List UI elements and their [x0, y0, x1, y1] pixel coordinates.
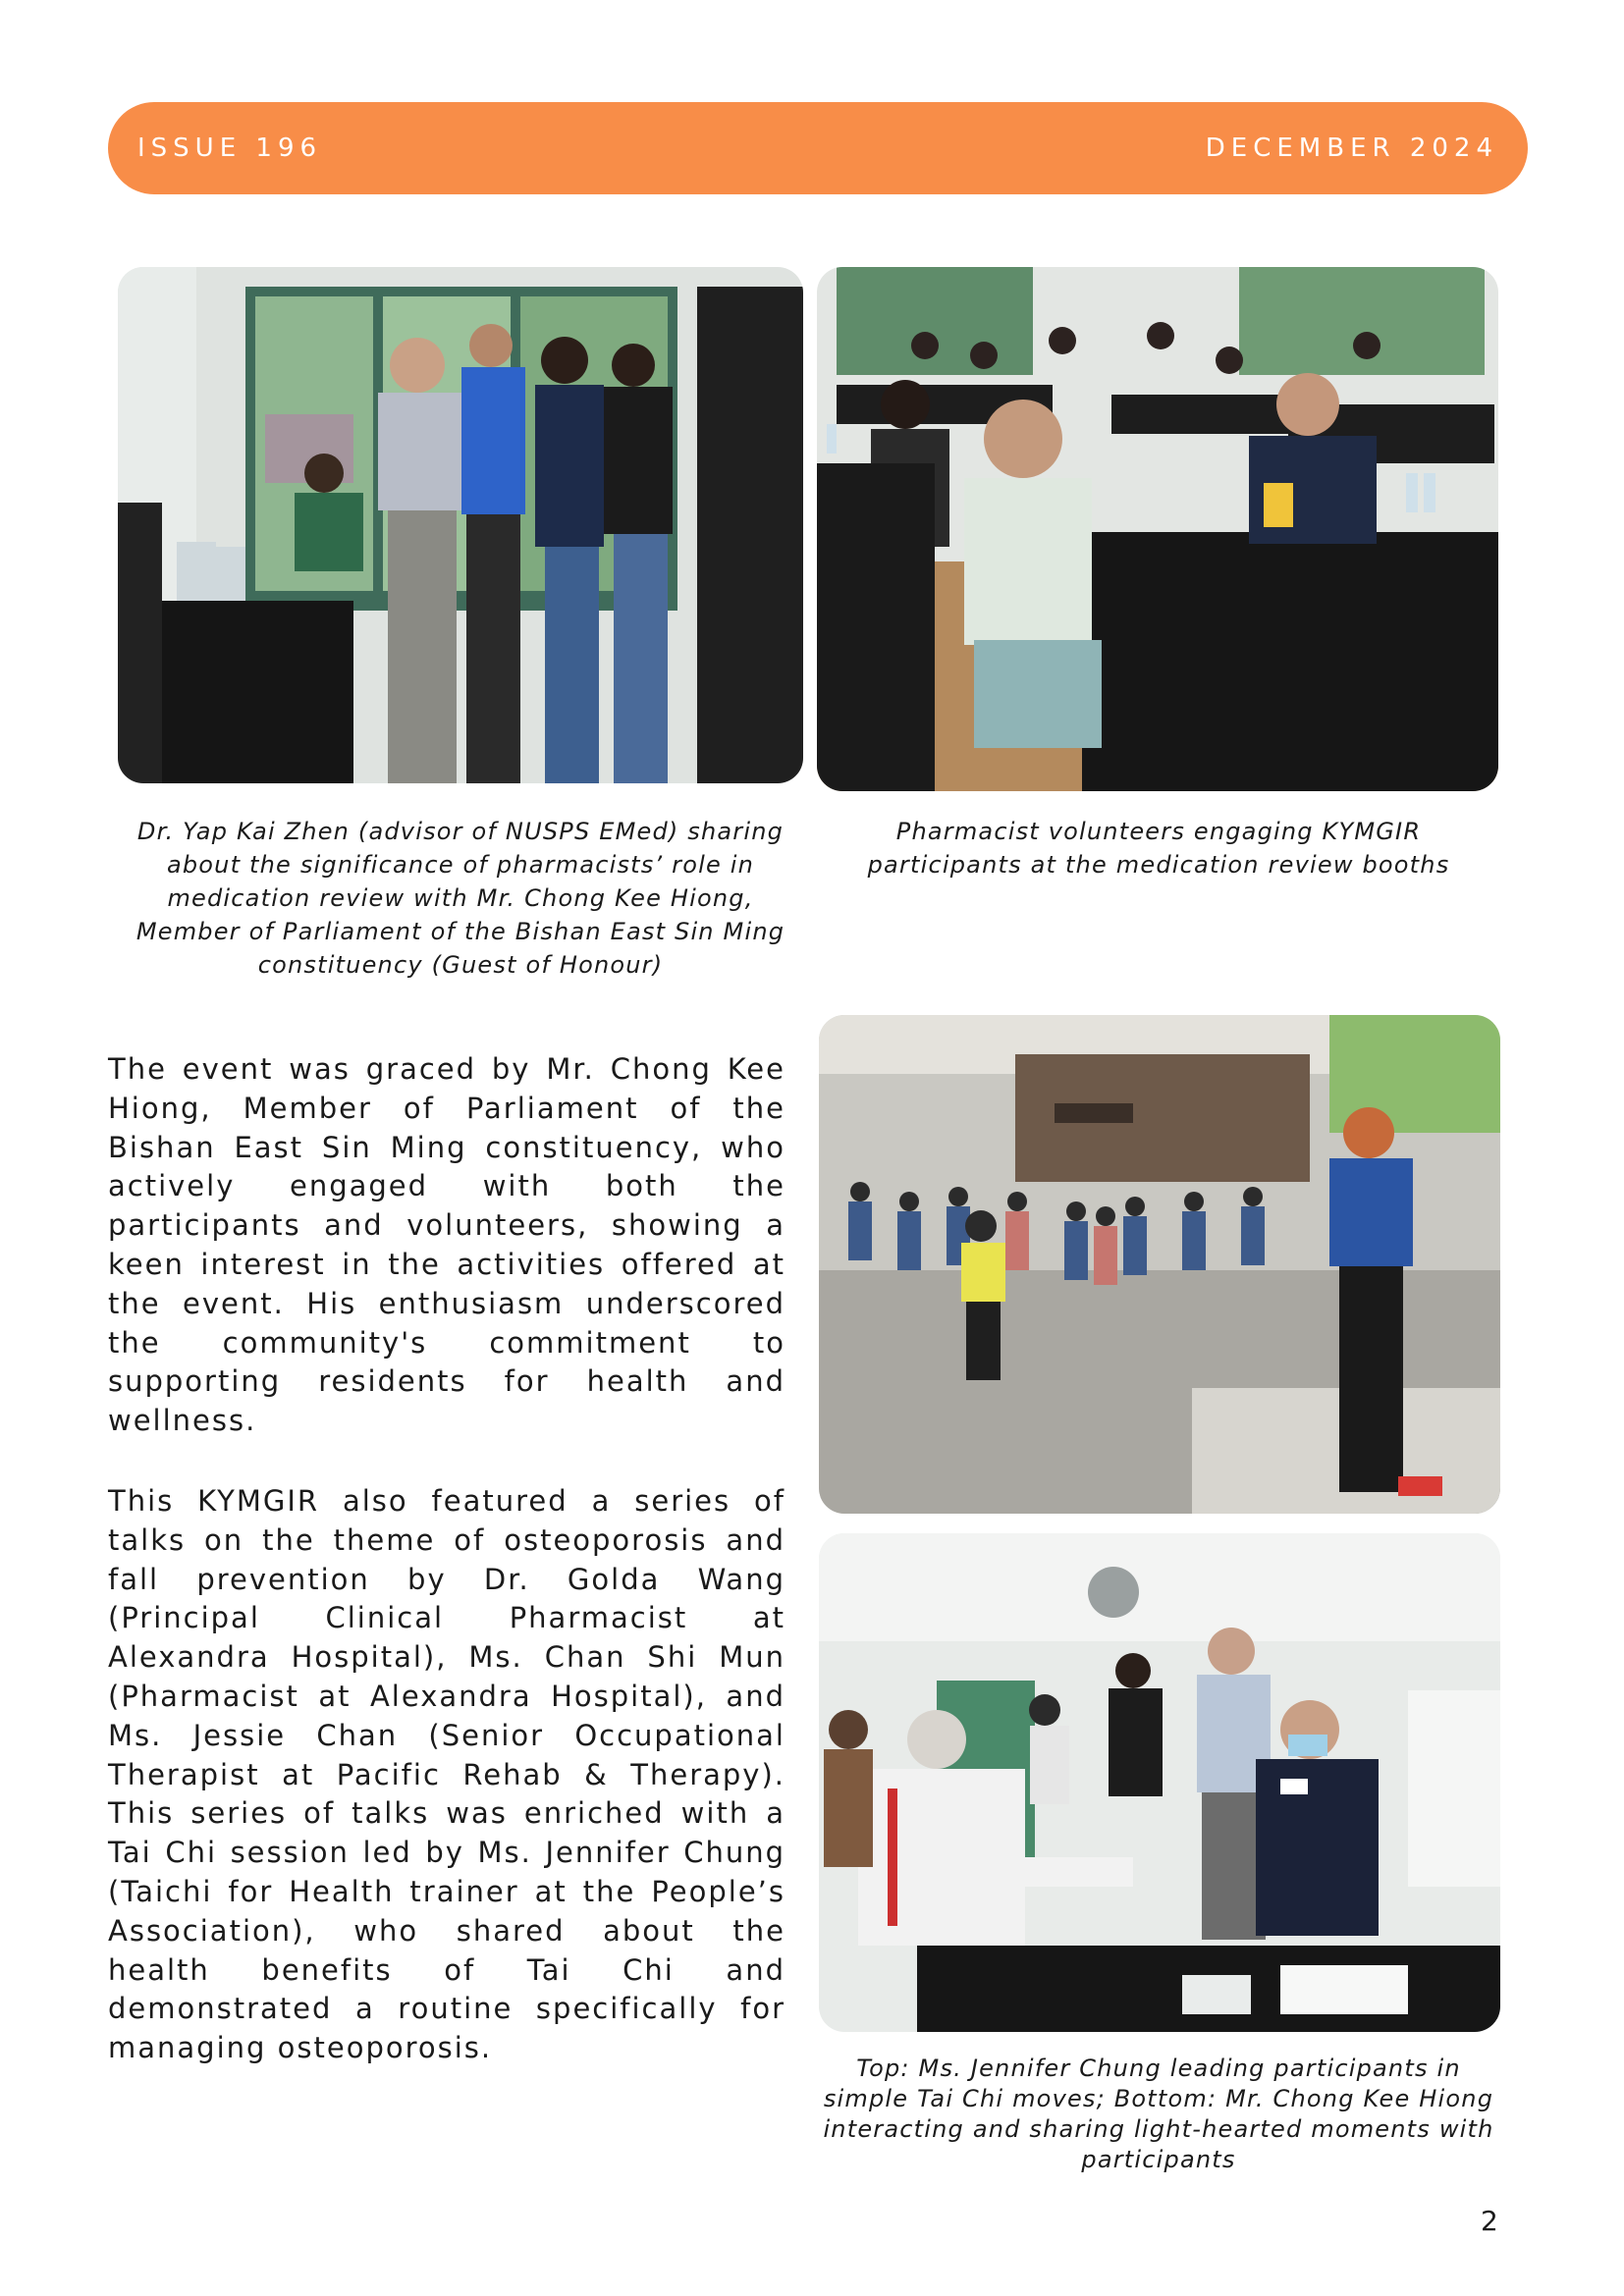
caption-medication-review: Pharmacist volunteers engaging KYMGIR participants at the medication review booths — [867, 818, 1450, 879]
photo-medication-review-booths — [817, 267, 1498, 791]
body-paragraph-talks: This KYMGIR also featured a series of talks on the theme of osteoporosis and fall prevention by Dr. Golda Wang (Principal Clinical Pharmacist at Alexandra Hospital), Ms. Chan Shi Mun (Pharmacist at Alexandra Hospital), and Ms. Jessie Chan (Senior Occupational Therapist at Pacific Rehab & Therapy). This series of talks was enriched with a Tai Chi session led by Ms. Jennifer Chung (Taichi for Health trainer at the People’s Association), who shared about the health benefits of Tai Chi and demonstrated a routine specifically for managing osteoporosis. — [108, 1484, 785, 2065]
photo-tai-chi-session — [819, 1015, 1500, 1514]
photo-guest-of-honour-greeting — [118, 267, 803, 783]
photo-illustration — [819, 1533, 1500, 2032]
header-banner — [108, 102, 1528, 194]
caption-tai-chi-and-interaction: Top: Ms. Jennifer Chung leading participants in simple Tai Chi moves; Bottom: Mr. Chong Kee Hiong interacting and sharing light-hearted moments with participants — [823, 2055, 1494, 2173]
photo-illustration — [817, 267, 1498, 791]
issue-date: DECEMBER 2024 — [1205, 133, 1498, 163]
photo-illustration — [118, 267, 803, 783]
issue-number: ISSUE 196 — [137, 133, 323, 163]
photo-illustration — [819, 1015, 1500, 1514]
caption-guest-of-honour: Dr. Yap Kai Zhen (advisor of NUSPS EMed) sharing about the significance of pharmacists’ role in medication review with Mr. Chong Kee Hiong, Member of Parliament of the Bishan East Sin Ming constituency (Guest of Honour) — [135, 818, 785, 979]
page-number: 2 — [1481, 2205, 1498, 2237]
photo-blood-pressure-check — [819, 1533, 1500, 2032]
body-paragraph-guest-of-honour: The event was graced by Mr. Chong Kee Hiong, Member of Parliament of the Bishan East Sin Ming constituency, who actively engaged with both the participants and volunteers, showing a keen interest in the activities offered at the event. His enthusiasm underscored the community's commitment to supporting residents for health and wellness. — [108, 1052, 785, 1438]
